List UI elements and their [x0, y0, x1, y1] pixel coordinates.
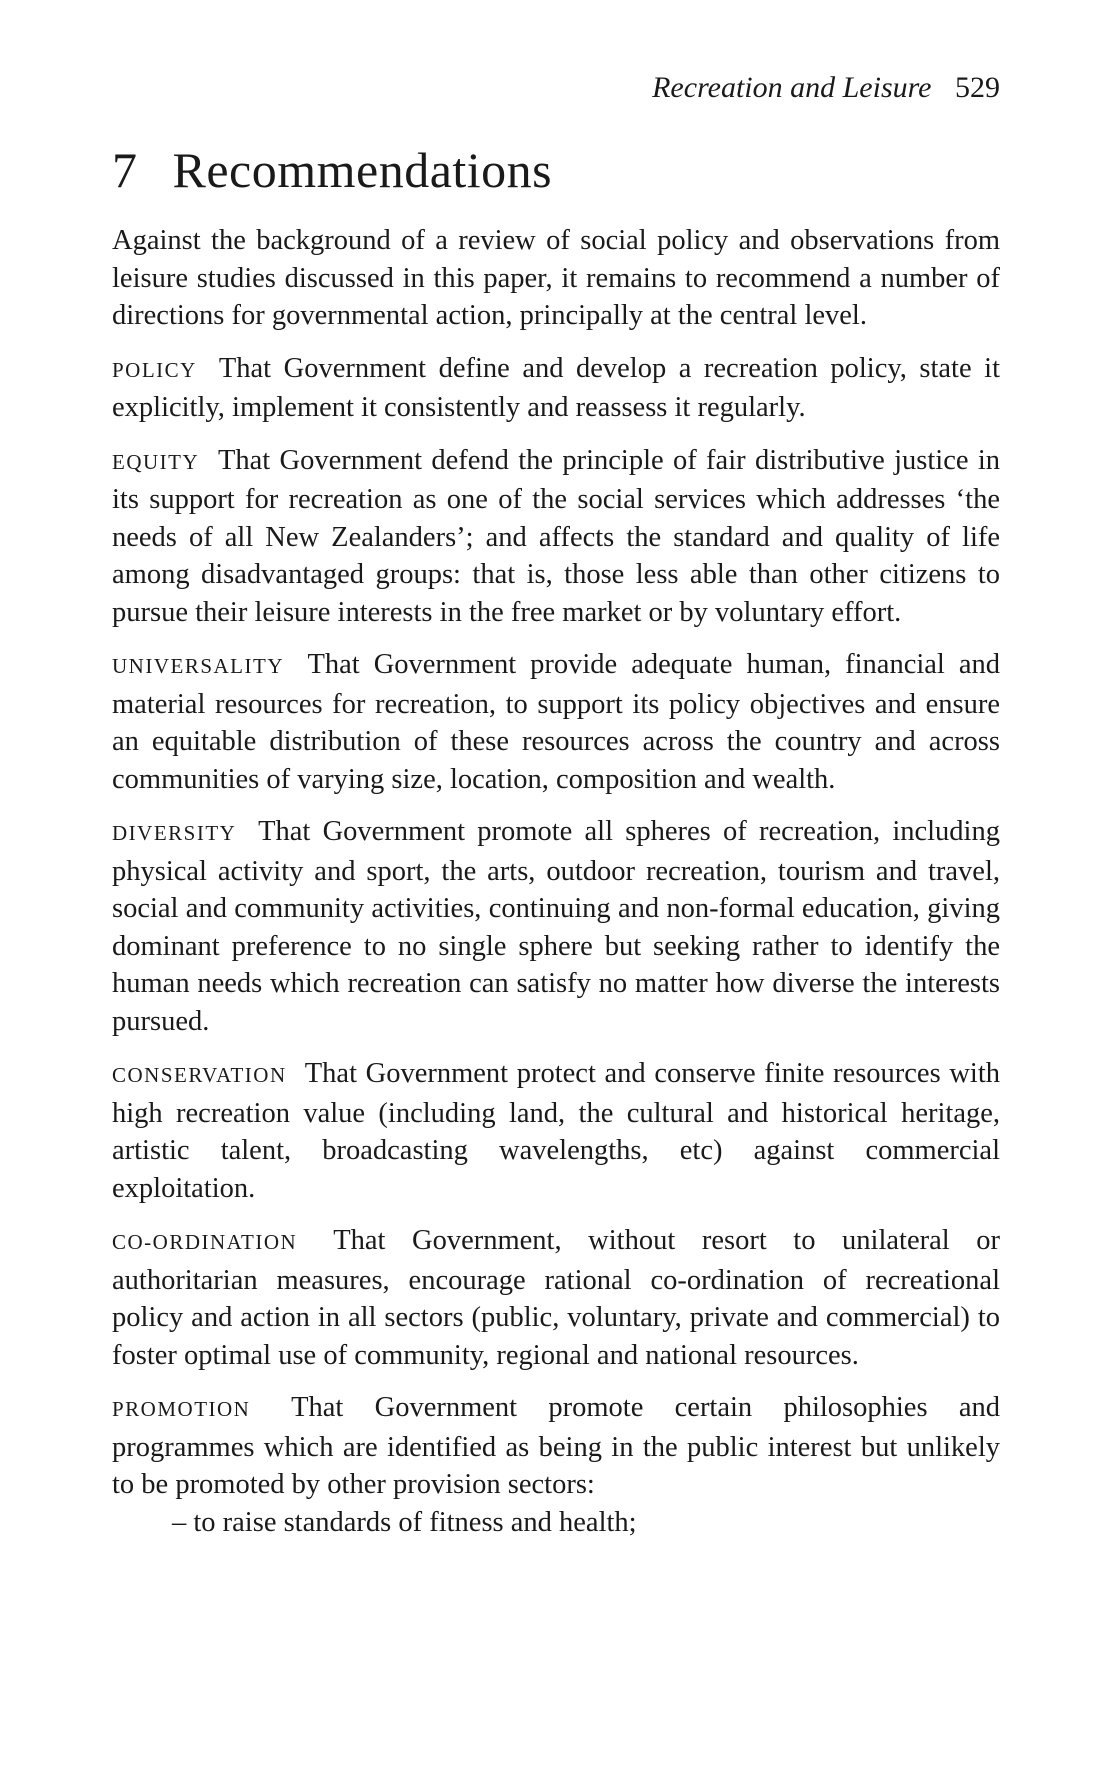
- page-number: 529: [955, 71, 1000, 104]
- section-number: 7: [112, 142, 138, 198]
- running-head: [112, 70, 1000, 106]
- recommendation-label: EQUITY: [112, 449, 200, 474]
- recommendation-text: That Government provide adequate human, financial and material resources for recreation, to support its policy objectives and ensure an equitable distribution of these resources across the country and across communities of varying size, location, composition and wealth.: [112, 649, 1000, 795]
- recommendation-co-ordination: [112, 1222, 1000, 1374]
- recommendation-universality: [112, 646, 1000, 798]
- recommendation-label: CONSERVATION: [112, 1063, 287, 1087]
- promotion-list-item: – to raise standards of fitness and health;: [172, 1506, 637, 1538]
- recommendation-label: DIVERSITY: [112, 821, 237, 845]
- intro-paragraph: Against the background of a review of social policy and observations from leisure studies discussed in this paper, it remains to recommend a number of directions for governmental action, principally at the central level.: [112, 225, 1000, 331]
- recommendation-label: PROMOTION: [112, 1397, 251, 1421]
- recommendation-policy: [112, 350, 1000, 427]
- recommendation-label: CO-ORDINATION: [112, 1230, 298, 1254]
- section-heading: [112, 140, 1000, 200]
- recommendation-label: POLICY: [112, 357, 197, 382]
- recommendation-text: That Government define and develop a recreation policy, state it explicitly, implement it consistently and reassess it regularly.: [112, 352, 1000, 423]
- running-head-title: Recreation and Leisure: [652, 71, 932, 104]
- book-page: [112, 70, 1000, 1541]
- recommendation-diversity: [112, 813, 1000, 1040]
- section-title: Recommendations: [172, 142, 553, 198]
- recommendation-text: That Government promote certain philosophies and programmes which are identified as being in the public interest but unlikely to be promoted by other provision sectors:: [112, 1392, 1000, 1500]
- recommendation-promotion: [112, 1389, 1000, 1504]
- recommendation-label: UNIVERSALITY: [112, 654, 284, 678]
- recommendation-text: That Government protect and conserve finite resources with high recreation value (including land, the cultural and historical heritage, artistic talent, broadcasting wavelengths, etc) against commercial exploitation.: [112, 1058, 1000, 1204]
- recommendation-text: That Government promote all spheres of recreation, including physical activity and sport, the arts, outdoor recreation, tourism and travel, social and community activities, continuing and non-formal education, giving dominant preference to no single sphere but seeking rather to identify the human needs which recreation can satisfy no matter how diverse the interests pursued.: [112, 816, 1000, 1037]
- recommendation-text: That Government, without resort to unilateral or authoritarian measures, encourage rational co-ordination of recreational policy and action in all sectors (public, voluntary, private and commercial) to foster optimal use of community, regional and national resources.: [112, 1225, 1000, 1371]
- recommendation-text: That Government defend the principle of fair distributive justice in its support for recreation as one of the social services which addresses ‘the needs of all New Zealanders’; and affects the standard and quality of life among disadvantaged groups: that is, those less able than other citizens to pursue their leisure interests in the free market or by voluntary effort.: [112, 444, 1000, 628]
- recommendation-equity: [112, 442, 1000, 632]
- recommendation-conservation: [112, 1055, 1000, 1207]
